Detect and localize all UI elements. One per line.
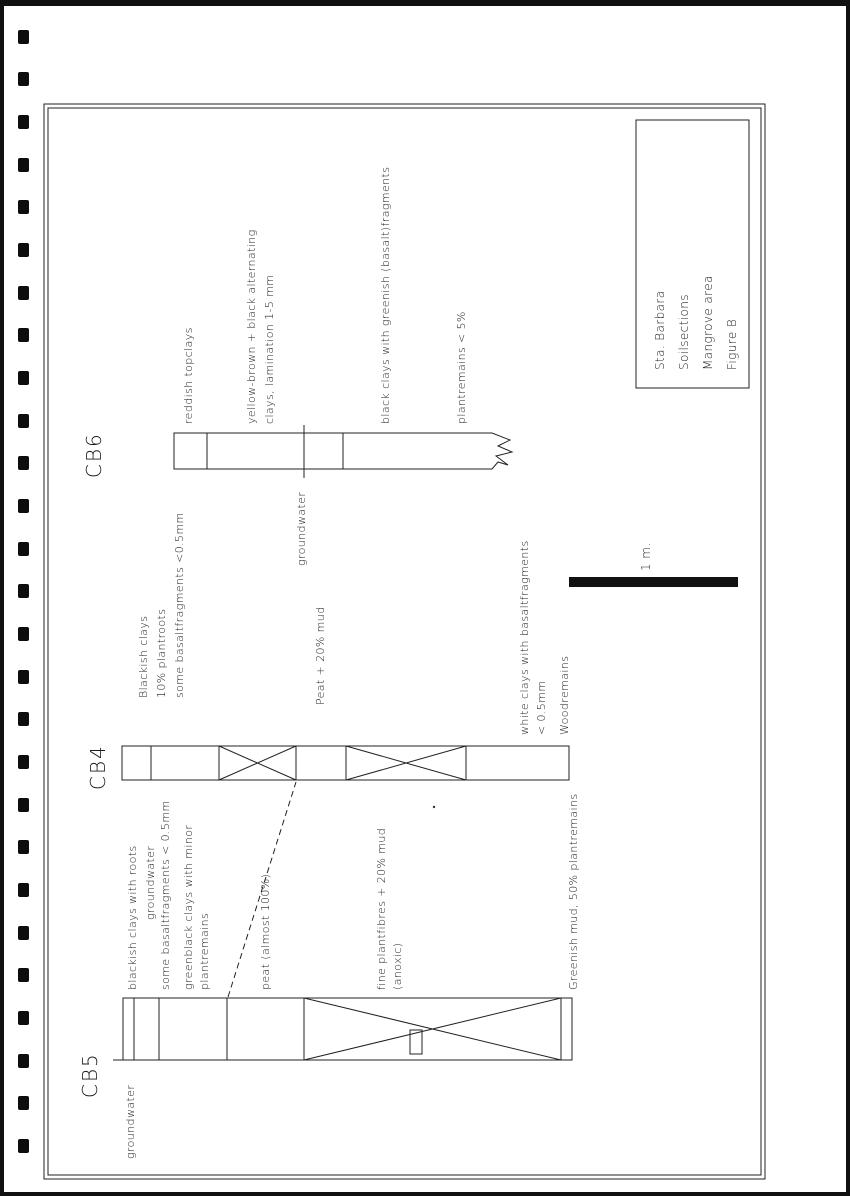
cb5-label-2: groundwater — [144, 845, 157, 920]
core-cb5-title: CB5 — [78, 1052, 102, 1098]
legend-line-4: Figure B — [725, 318, 739, 370]
binding-holes — [18, 30, 29, 1153]
cb5-label-9: Greenish mud, 50% plantremains — [567, 793, 580, 990]
cb4-label-1: Blackish clays — [137, 615, 150, 698]
drawing-frame — [44, 104, 765, 1179]
cb5-groundwater-label: groundwater — [124, 1084, 137, 1159]
legend-line-3: Mangrove area — [701, 275, 715, 370]
cb5-label-7: fine plantfibres + 20% mud — [375, 827, 388, 990]
cb4-label-6: < 0.5mm — [535, 680, 548, 735]
cb4-label-3: some basaltfragments <0.5mm — [173, 512, 186, 698]
cb6-label-4: black clays with greenish (basalt)fragments — [379, 166, 392, 424]
core-cb4-title: CB4 — [86, 744, 110, 790]
core-cb6 — [174, 425, 512, 478]
scan-speck — [433, 806, 435, 808]
cb5-label-8: (anoxic) — [391, 942, 404, 990]
cb6-label-3: clays, lamination 1-5 mm — [263, 274, 276, 424]
core-cb5 — [113, 998, 572, 1060]
cb5-label-6: peat (almost 100%) — [259, 873, 272, 990]
cb6-label-2: yellow-brown + black alternating — [245, 229, 258, 424]
cb6-label-5: plantremains < 5% — [455, 311, 468, 424]
cb6-label-1: reddish topclays — [182, 327, 195, 424]
cb4-label-7: Woodremains — [558, 655, 571, 735]
cb5-label-1: blackish clays with roots — [126, 845, 139, 990]
legend-line-2: Soilsections — [677, 294, 691, 370]
cb5-label-3: some basaltfragments < 0.5mm — [159, 800, 172, 990]
scale-bar — [569, 577, 738, 587]
cb4-label-2: 10% plantroots — [155, 608, 168, 698]
core-cb4 — [122, 746, 569, 780]
cb5-label-4: greenblack clays with minor — [182, 824, 195, 990]
cb5-label-5: plantremains — [198, 912, 211, 990]
scale-bar-label: 1 m. — [639, 542, 653, 571]
cb4-label-5: white clays with basaltfragments — [518, 540, 531, 735]
cb6-groundwater-label: groundwater — [295, 491, 308, 566]
legend-line-1: Sta. Barbara — [653, 290, 667, 370]
cb4-label-4: Peat + 20% mud — [314, 606, 327, 705]
core-cb6-title: CB6 — [82, 432, 106, 478]
